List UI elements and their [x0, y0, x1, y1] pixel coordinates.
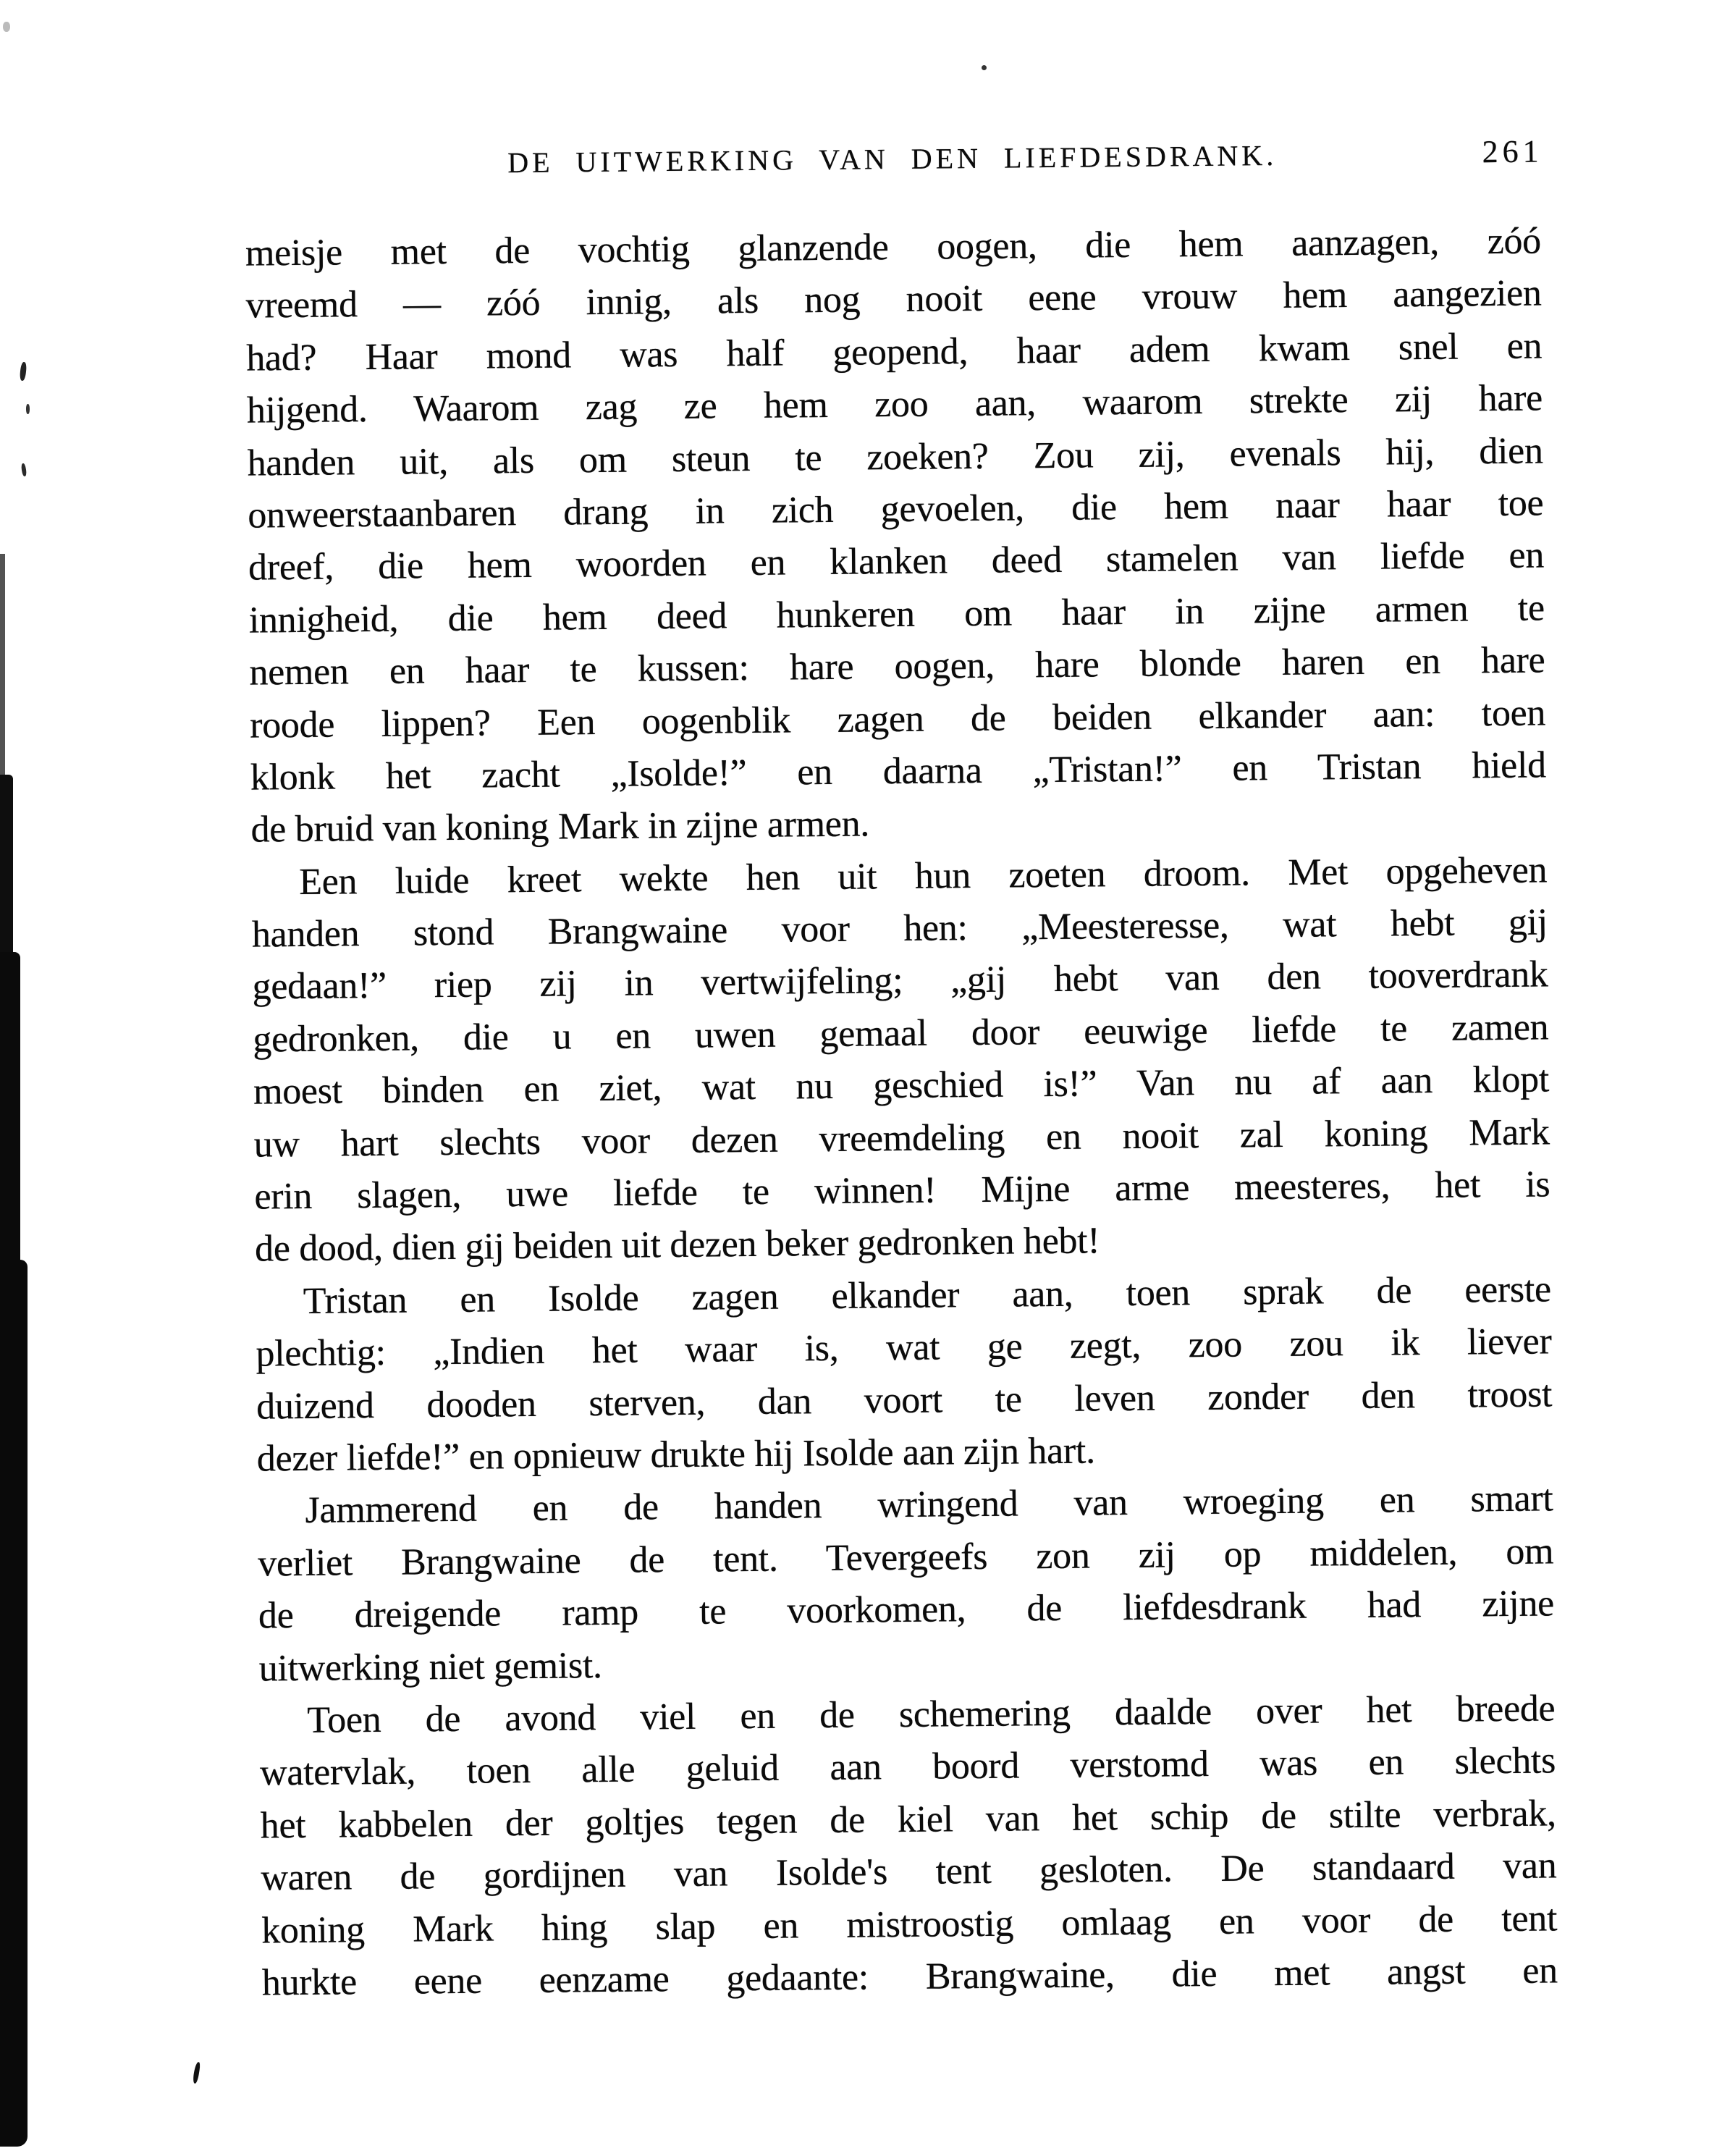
text-line: klonk het zacht „Isolde!” en daarna „Tristan!” en Tristan hield [250, 744, 1547, 799]
text-line: uw hart slechts voor dezen vreemdeling en nooit zal koning Mark [253, 1111, 1550, 1166]
text-line: gedronken, die u en uwen gemaal door eeuwige liefde te zamen [253, 1006, 1549, 1061]
text-line: uitwerking niet gemist. [258, 1644, 602, 1690]
text-line: het kabbelen der goltjes tegen de kiel van het schip de stilte verbrak, [260, 1793, 1556, 1847]
text-line: dezer liefde!” en opnieuw drukte hij Isolde aan zijn hart. [256, 1430, 1096, 1480]
text-line: duizend dooden sterven, dan voort te leven zonder den troost [256, 1373, 1553, 1428]
text-line: roode lippen? Een oogenblik zagen de beiden elkander aan: toen [249, 691, 1546, 746]
text-line: innigheid, die hem deed hunkeren om haar in zijne armen te [248, 587, 1545, 641]
text-line: Toen de avond viel en de schemering daalde over het breede [307, 1688, 1556, 1741]
text-line: watervlak, toen alle geluid aan boord verstomd was en slechts [259, 1740, 1556, 1794]
text-line: onweerstaanbaren drang in zich gevoelen, die hem naar haar toe [248, 482, 1544, 536]
text-line: plechtig: „Indien het waar is, wat ge zegt, zoo zou ik liever [256, 1321, 1552, 1375]
text-line: verliet Brangwaine de tent. Tevergeefs zon zij op middelen, om [258, 1530, 1554, 1585]
text-line: had? Haar mond was half geopend, haar adem kwam snel en [246, 325, 1543, 379]
running-header [245, 133, 1543, 188]
text-line: de dreigende ramp te voorkomen, de liefdesdrank had zijne [258, 1583, 1555, 1637]
text-line: Jammerend en de handen wringend van wroeging en smart [305, 1478, 1553, 1532]
body-text [245, 215, 1558, 2009]
page-number: 261 [1482, 133, 1543, 170]
text-line: dreef, die hem woorden en klanken deed stamelen van liefde en [248, 534, 1545, 589]
text-line: de dood, dien gij beiden uit dezen beker gedronken hebt! [254, 1220, 1100, 1271]
text-line: hurkte eene eenzame gedaante: Brangwaine, die met angst en [261, 1950, 1558, 2004]
chapter-running-title: DE UITWERKING VAN DEN LIEFDESDRANK. [507, 138, 1278, 180]
text-line: erin slagen, uwe liefde te winnen! Mijne arme meesteres, het is [254, 1163, 1550, 1218]
text-line: handen stond Brangwaine voor hen: „Meesteresse, wat hebt gij [251, 901, 1548, 956]
text-line: vreemd — zóó innig, als nog nooit eene vrouw hem aangezien [245, 272, 1542, 327]
text-line: waren de gordijnen van Isolde's tent gesloten. De standaard van [261, 1845, 1557, 1899]
text-line: moest binden en ziet, wat nu geschied is!” Van nu af aan klopt [253, 1058, 1550, 1113]
text-line: handen uit, als om steun te zoeken? Zou zij, evenals hij, dien [247, 430, 1543, 484]
text-line: Een luide kreet wekte hen uit hun zoeten droom. Met opgeheven [298, 849, 1548, 903]
text-line: hijgend. Waarom zag ze hem zoo aan, waarom strekte zij hare [246, 377, 1543, 431]
text-line: Tristan en Isolde zagen elkander aan, toen sprak de eerste [303, 1268, 1552, 1322]
text-line: meisje met de vochtig glanzende oogen, die hem aanzagen, zóó [245, 220, 1542, 274]
text-line: koning Mark hing slap en mistroostig omlaag en voor de tent [261, 1897, 1558, 1952]
text-line: gedaan!” riep zij in vertwijfeling; „gij hebt van den tooverdrank [252, 953, 1548, 1008]
text-line: de bruid van koning Mark in zijne armen. [250, 803, 870, 851]
text-line: nemen en haar te kussen: hare oogen, hare blonde haren en hare [249, 639, 1545, 694]
